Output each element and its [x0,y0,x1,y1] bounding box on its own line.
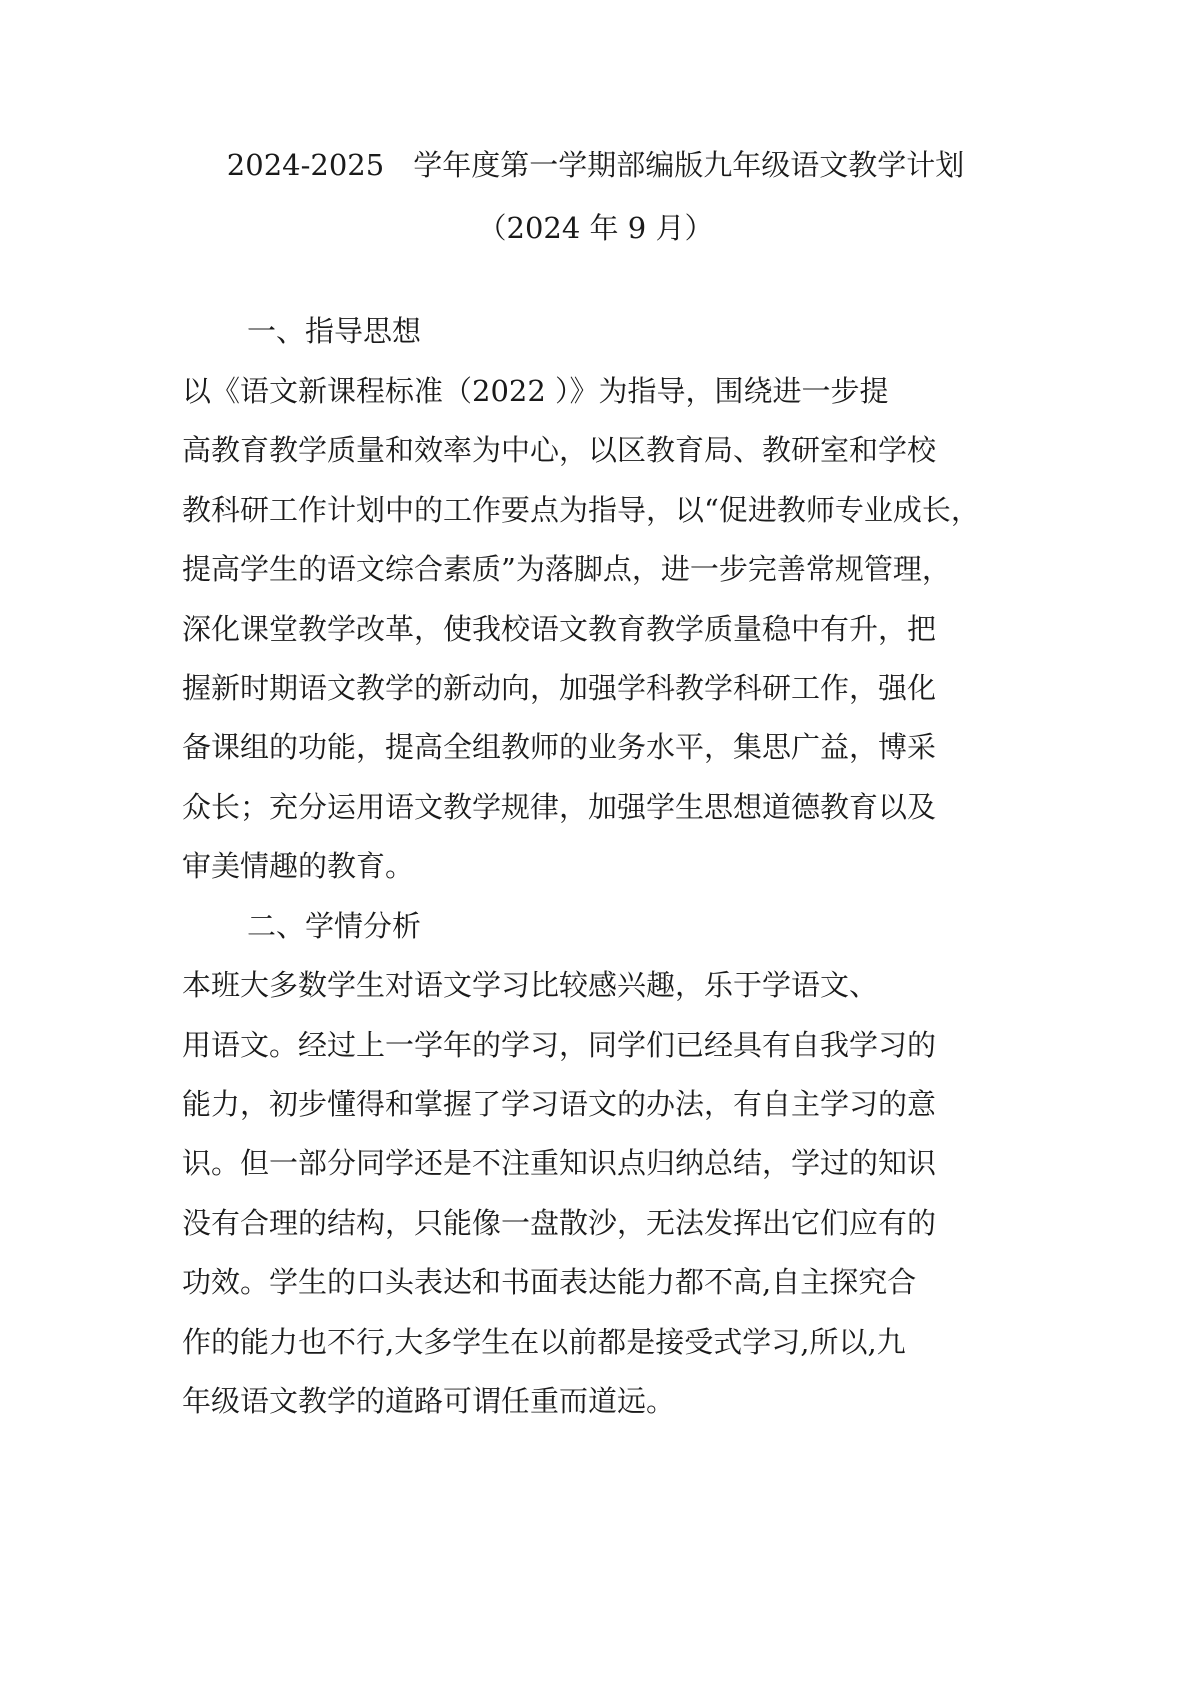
paragraph-line: 作的能力也不行,大多学生在以前都是接受式学习,所以,九 [182,1325,906,1359]
section-heading: 一、指导思想 [247,314,422,348]
paragraph-line: 高教育教学质量和效率为中心，以区教育局、教研室和学校 [182,433,937,467]
paragraph-line: 审美情趣的教育。 [182,849,415,883]
paragraph-line: 年级语文教学的道路可谓任重而道远。 [182,1384,676,1418]
document-title: 2024-2025 学年度第一学期部编版九年级语文教学计划 [226,148,965,182]
paragraph-line: 用语文。经过上一学年的学习，同学们已经具有自我学习的 [182,1028,937,1062]
paragraph-line: 识。但一部分同学还是不注重知识点归纳总结，学过的知识 [182,1146,937,1180]
paragraph-line: 提高学生的语文综合素质”为落脚点，进一步完善常规管理， [182,552,951,586]
paragraph-line: 功效。学生的口头表达和书面表达能力都不高,自主探究合 [182,1265,917,1299]
paragraph-line: 深化课堂教学改革，使我校语文教育教学质量稳中有升，把 [182,612,937,646]
paragraph-line: 备课组的功能，提高全组教师的业务水平，集思广益，博采 [182,730,937,764]
paragraph-line: 握新时期语文教学的新动向，加强学科教学科研工作，强化 [182,671,937,705]
paragraph-line: 没有合理的结构，只能像一盘散沙，无法发挥出它们应有的 [182,1206,937,1240]
document-date: （2024 年 9 月） [477,211,714,245]
paragraph-line: 能力，初步懂得和掌握了学习语文的办法，有自主学习的意 [182,1087,937,1121]
paragraph-line: 以《语文新课程标准（2022 ）》为指导，围绕进一步提 [182,374,889,408]
paragraph-line: 本班大多数学生对语文学习比较感兴趣，乐于学语文、 [182,968,879,1002]
paragraph-line: 众长；充分运用语文教学规律，加强学生思想道德教育以及 [182,790,937,824]
paragraph-line: 教科研工作计划中的工作要点为指导，以“促进教师专业成长， [182,493,980,527]
section-heading: 二、学情分析 [247,909,422,943]
